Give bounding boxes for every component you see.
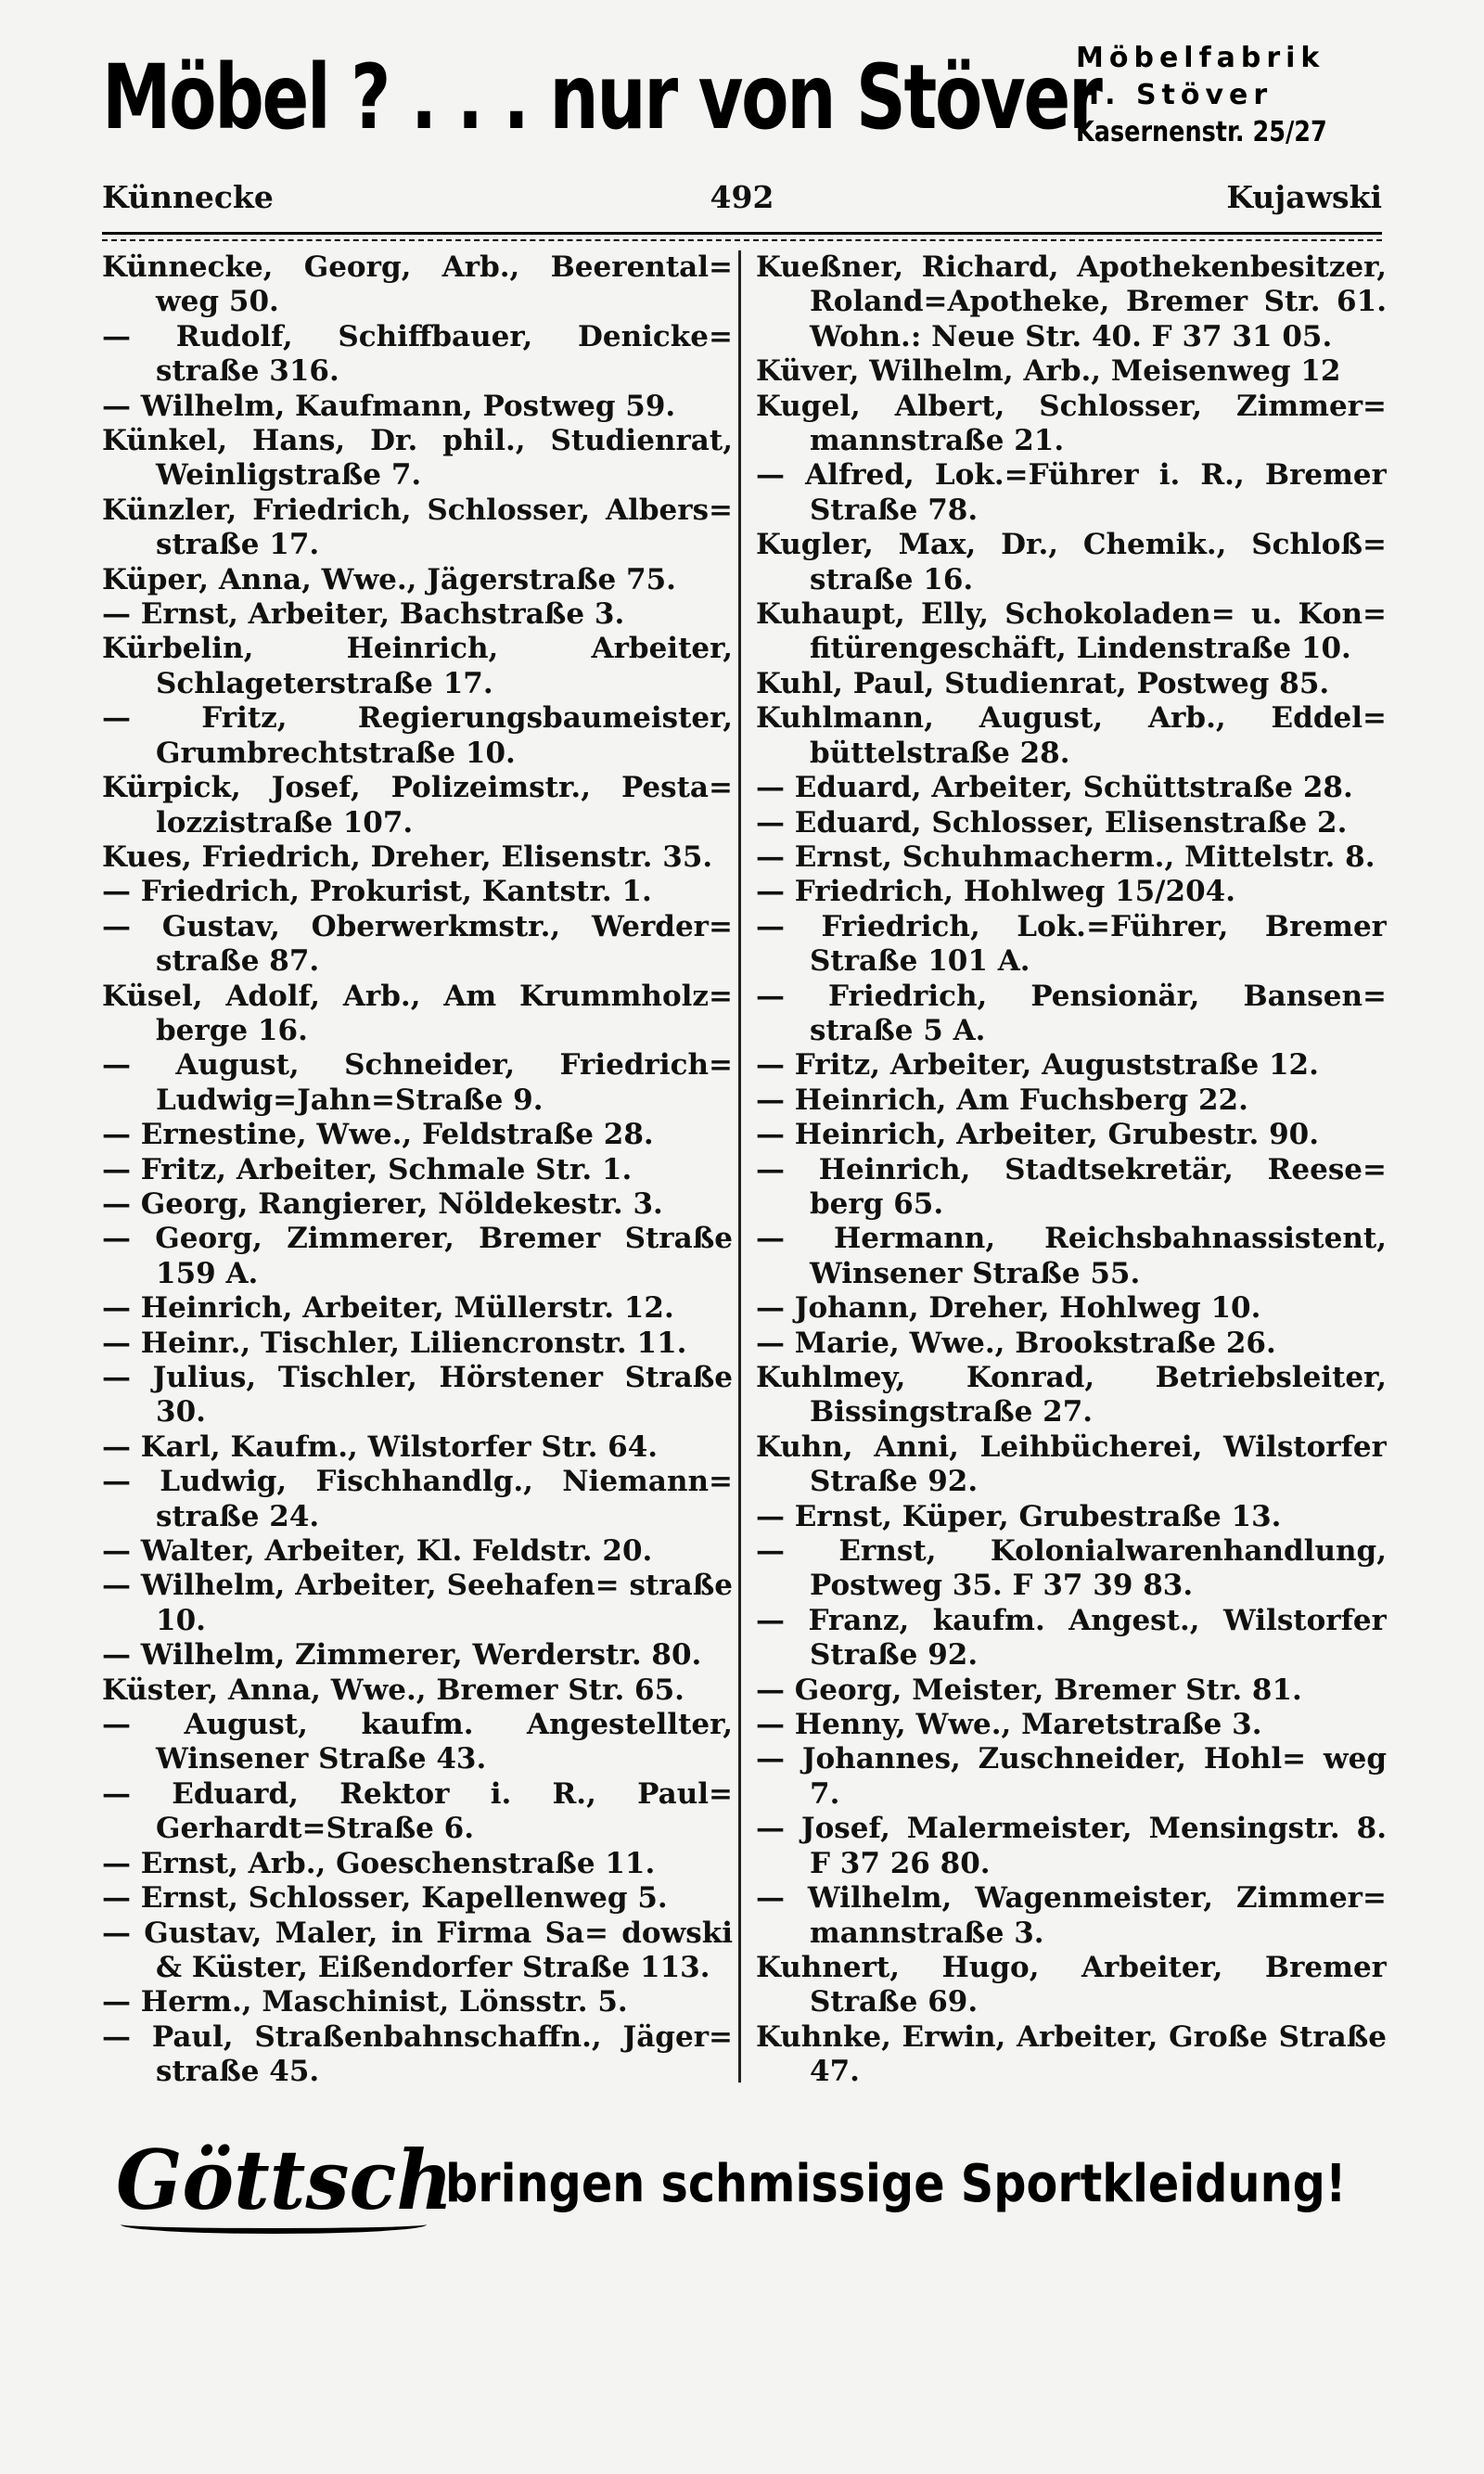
directory-entry: Künkel, Hans, Dr. phil., Studienrat, Weinligstraße 7. [102,424,733,493]
directory-entry: — Wilhelm, Kaufmann, Postweg 59. [102,389,676,423]
directory-entry: Kürbelin, Heinrich, Arbeiter, Schlageterstraße 17. [102,632,733,700]
ad-firm-block [1076,40,1382,151]
directory-entry: — Wilhelm, Zimmerer, Werderstr. 80. [102,1638,702,1673]
directory-entry: — Franz, kaufm. Angest., Wilstorfer Straße 92. [756,1603,1387,1673]
directory-entry: Künnecke, Georg, Arb., Beerental= weg 50. [102,250,733,319]
directory-entry: Kuhl, Paul, Studienrat, Postweg 85. [756,666,1330,700]
directory-entry: — Wilhelm, Arbeiter, Seehafen= straße 10. [102,1569,733,1637]
directory-entry: — Henny, Wwe., Maretstraße 3. [756,1708,1262,1742]
directory-entry: — Herm., Maschinist, Lönsstr. 5. [102,1985,628,2019]
directory-entry: — August, kaufm. Angestellter, Winsener Straße 43. [102,1708,733,1776]
directory-entry: — Ernst, Arbeiter, Bachstraße 3. [102,597,625,632]
column-divider [738,250,741,2083]
directory-entry: — Georg, Zimmerer, Bremer Straße 159 A. [102,1222,733,1290]
directory-entry: — Wilhelm, Wagenmeister, Zimmer= mannstraße 3. [756,1881,1387,1950]
directory-entry: — Eduard, Schlosser, Elisenstraße 2. [756,805,1348,840]
directory-entry: Kuhlmey, Konrad, Betriebsleiter, Bissingstraße 27. [756,1361,1387,1429]
left-column [102,250,733,2087]
directory-entry: — Walter, Arbeiter, Kl. Feldstr. 20. [102,1534,653,1569]
directory-entry: — Josef, Malermeister, Mensingstr. 8. F 37 26 80. [756,1812,1387,1880]
directory-entry: Kueßner, Richard, Apothekenbesitzer, Roland=Apotheke, Bremer Str. 61. Wohn.: Neue Str. 40. F 37 31 05. [756,250,1387,353]
header-dashed-rule [102,239,1382,241]
directory-entry: — Ernestine, Wwe., Feldstraße 28. [102,1118,654,1152]
directory-entry: — Eduard, Arbeiter, Schüttstraße 28. [756,771,1353,805]
directory-entry: — Ernst, Arb., Goeschenstraße 11. [102,1846,656,1880]
bottom-advertisement [102,2106,1382,2263]
directory-entry: Kuhaupt, Elly, Schokoladen= u. Kon= fitürengeschäft, Lindenstraße 10. [756,597,1387,666]
directory-entry: — Ernst, Küper, Grubestraße 13. [756,1499,1282,1533]
ad-brand-logo: Göttsch [116,2132,454,2228]
directory-entry: — Gustav, Oberwerkmstr., Werder= straße 87. [102,909,733,979]
directory-entry: — Paul, Straßenbahnschaffn., Jäger= straße 45. [102,2019,733,2087]
page-number: 492 [710,179,774,215]
directory-entry: — Georg, Rangierer, Nöldekestr. 3. [102,1186,663,1221]
directory-entry: Kuhnert, Hugo, Arbeiter, Bremer Straße 69. [756,1950,1387,2019]
directory-entry: Kuhnke, Erwin, Arbeiter, Große Straße 47. [756,2019,1387,2087]
directory-entry: — Ludwig, Fischhandlg., Niemann= straße 24. [102,1465,733,1533]
ad-firm-line1: Möbelfabrik [1076,42,1325,74]
directory-entry: — Ernst, Schlosser, Kapellenweg 5. [102,1881,668,1916]
directory-entry: — Friedrich, Pensionär, Bansen= straße 5 A. [756,979,1387,1047]
directory-entry: Küper, Anna, Wwe., Jägerstraße 75. [102,562,676,596]
directory-entry: Küsel, Adolf, Arb., Am Krummholz= berge 16. [102,979,733,1047]
directory-entry: — Karl, Kaufm., Wilstorfer Str. 64. [102,1429,659,1464]
running-header [102,174,1382,221]
directory-entry: — August, Schneider, Friedrich= Ludwig=Jahn=Straße 9. [102,1048,733,1117]
directory-entry: — Fritz, Arbeiter, Schmale Str. 1. [102,1152,633,1186]
directory-entry: — Gustav, Maler, in Firma Sa= dowski & Küster, Eißendorfer Straße 113. [102,1916,733,1984]
ad-firm-address: Kasernenstr. 25/27 [1076,116,1327,148]
directory-entry: — Heinrich, Stadtsekretär, Reese= berg 65. [756,1152,1387,1221]
directory-entry: — Rudolf, Schiffbauer, Denicke= straße 316. [102,319,733,389]
logo-swoosh [121,2215,427,2234]
directory-entry: — Fritz, Regierungsbaumeister, Grumbrechtstraße 10. [102,701,733,770]
directory-entry: — Friedrich, Lok.=Führer, Bremer Straße 101 A. [756,909,1387,979]
directory-entry: Kürpick, Josef, Polizeimstr., Pesta= lozzistraße 107. [102,771,733,840]
ad-tagline: bringen schmissige Sportkleidung! [445,2154,1347,2214]
directory-entry: Kues, Friedrich, Dreher, Elisenstr. 35. [102,840,713,874]
right-column [756,250,1387,2087]
directory-entry: — Julius, Tischler, Hörstener Straße 30. [102,1361,733,1429]
directory-entry: Küster, Anna, Wwe., Bremer Str. 65. [102,1673,684,1707]
directory-entry: — Johannes, Zuschneider, Hohl= weg 7. [756,1742,1387,1811]
directory-entry: — Heinr., Tischler, Liliencronstr. 11. [102,1326,687,1360]
directory-entry: — Heinrich, Arbeiter, Grubestr. 90. [756,1118,1320,1152]
directory-entry: — Ernst, Kolonialwarenhandlung, Postweg 35. F 37 39 83. [756,1534,1387,1603]
directory-entry: — Georg, Meister, Bremer Str. 81. [756,1673,1302,1707]
directory-entry: — Marie, Wwe., Brookstraße 26. [756,1326,1276,1360]
directory-entry: Kuhlmann, August, Arb., Eddel= büttelstraße 28. [756,701,1387,770]
directory-entry: Kugel, Albert, Schlosser, Zimmer= mannstraße 21. [756,389,1387,458]
directory-entry: Kuhn, Anni, Leihbücherei, Wilstorfer Straße 92. [756,1429,1387,1499]
directory-entry: — Johann, Dreher, Hohlweg 10. [756,1291,1261,1326]
directory-entry: Künzler, Friedrich, Schlosser, Albers= straße 17. [102,493,733,562]
directory-entry: — Fritz, Arbeiter, Auguststraße 12. [756,1048,1319,1083]
directory-entry: — Heinrich, Am Fuchsberg 22. [756,1083,1248,1117]
header-rule [102,232,1382,235]
directory-entry: Kugler, Max, Dr., Chemik., Schloß= straße 16. [756,528,1387,596]
directory-entry: — Heinrich, Arbeiter, Müllerstr. 12. [102,1291,674,1326]
directory-entry: — Ernst, Schuhmacherm., Mittelstr. 8. [756,840,1375,874]
top-advertisement [102,32,1382,162]
directory-entry: Küver, Wilhelm, Arb., Meisenweg 12 [756,354,1341,389]
directory-entry: — Friedrich, Hohlweg 15/204. [756,875,1235,909]
directory-entry: — Friedrich, Prokurist, Kantstr. 1. [102,875,652,909]
directory-entry: — Eduard, Rektor i. R., Paul= Gerhardt=Straße 6. [102,1776,733,1846]
ad-slogan: Möbel ? . . . nur von Stöver [102,45,1101,149]
directory-entry: — Hermann, Reichsbahnassistent, Winsener Straße 55. [756,1222,1387,1290]
ad-firm-line2: H. Stöver [1076,79,1273,111]
header-last-name: Kujawski [1226,179,1382,215]
header-first-name: Künnecke [102,179,274,215]
directory-entry: — Alfred, Lok.=Führer i. R., Bremer Straße 78. [756,458,1387,527]
